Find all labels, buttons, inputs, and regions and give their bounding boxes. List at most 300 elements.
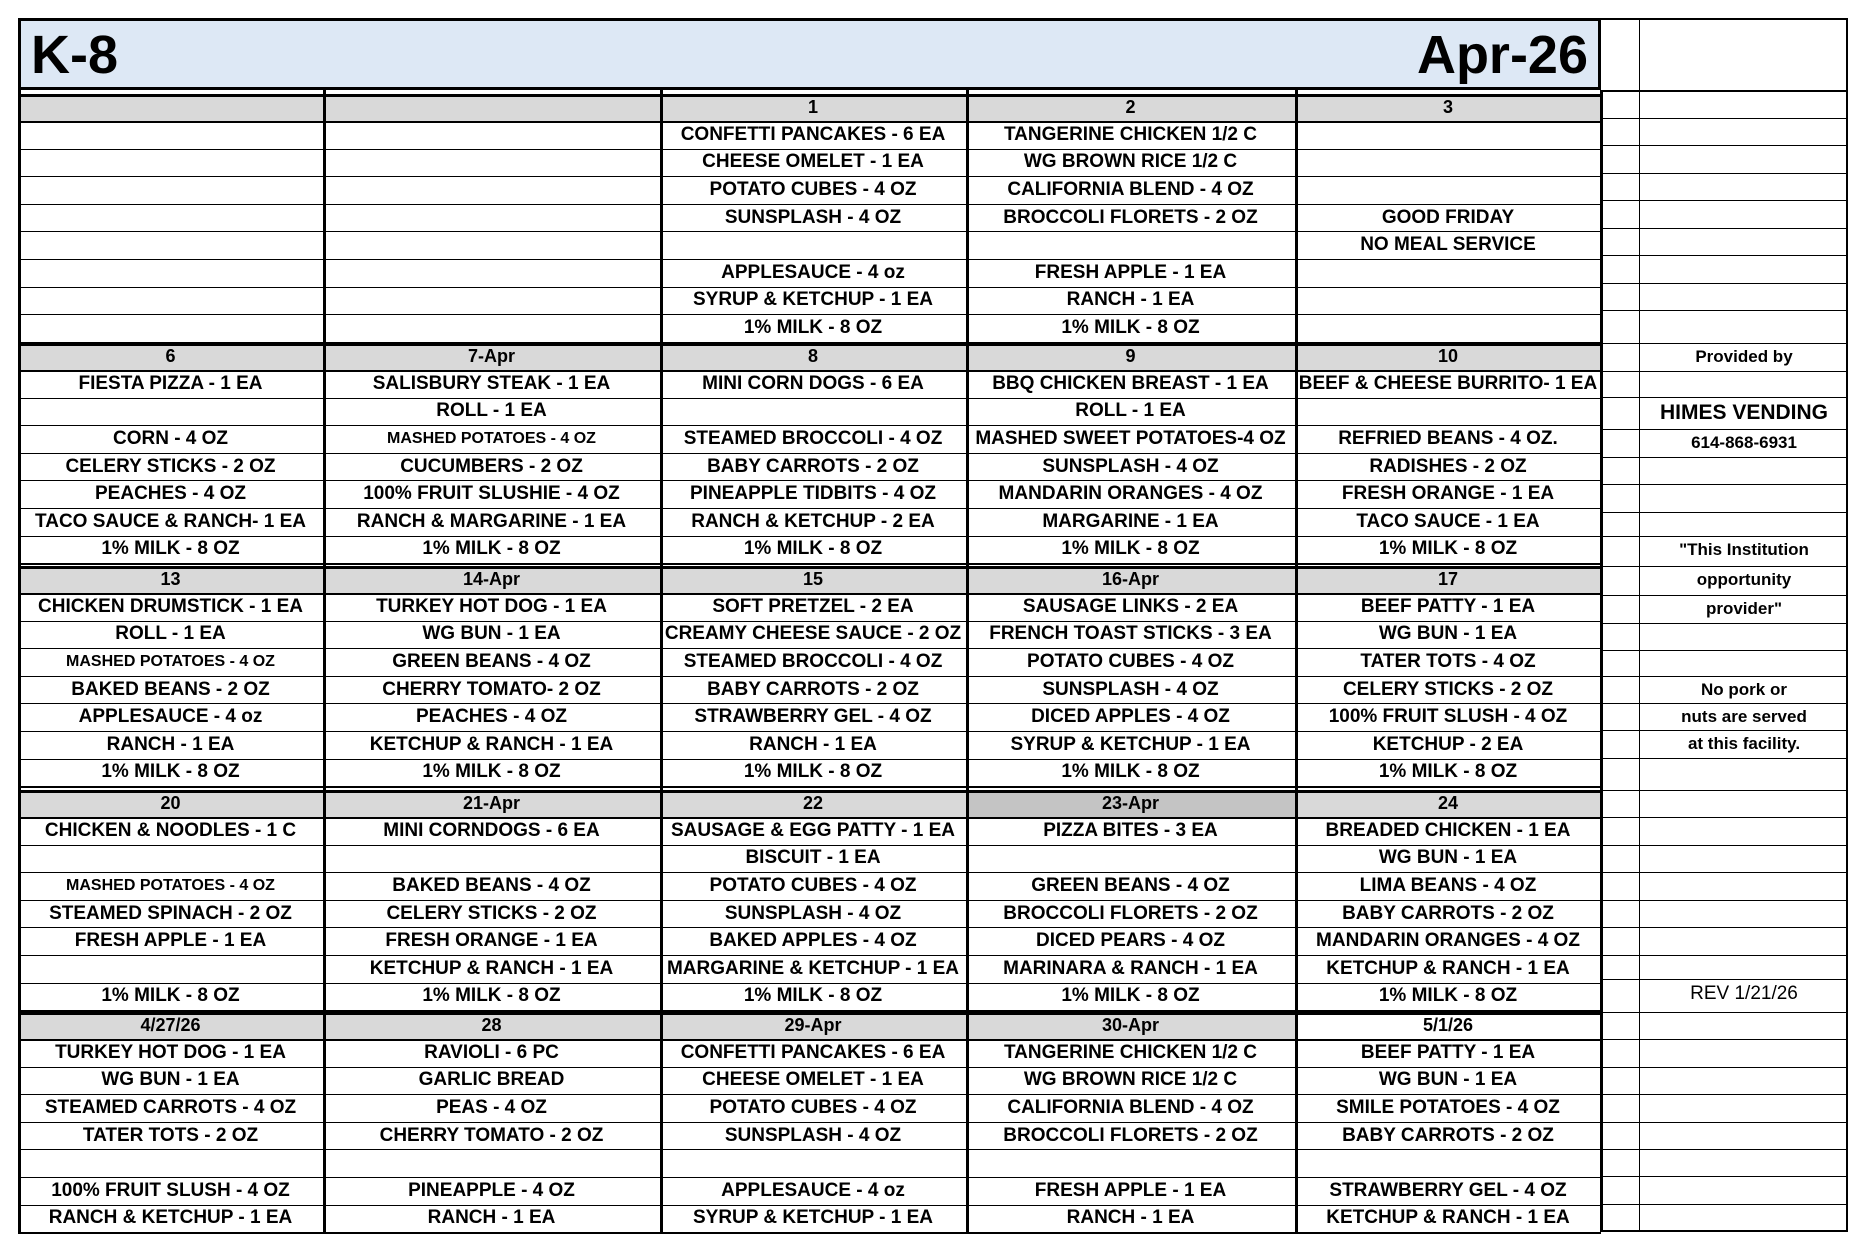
menu-item: RANCH - 1 EA <box>427 1207 556 1229</box>
menu-item: STRAWBERRY GEL - 4 OZ <box>1329 1179 1567 1201</box>
menu-item: ROLL - 1 EA <box>436 400 547 422</box>
column-rule <box>1600 90 1603 1232</box>
menu-item: RANCH - 1 EA <box>1066 1207 1195 1229</box>
menu-item: BROCCOLI FLORETS - 2 OZ <box>1003 1124 1258 1146</box>
menu-item: MINI CORNDOGS - 6 EA <box>383 819 600 841</box>
menu-item: SUNSPLASH - 4 OZ <box>1042 678 1219 700</box>
menu-item: DICED APPLES - 4 OZ <box>1031 706 1230 728</box>
row-rule <box>18 536 1601 537</box>
menu-item: KETCHUP & RANCH - 1 EA <box>369 957 614 979</box>
day-header: 4/27/26 <box>18 1012 323 1039</box>
menu-item: RANCH & KETCHUP - 1 EA <box>48 1207 293 1229</box>
sidebar-rule <box>1601 173 1848 174</box>
menu-item: MARINARA & RANCH - 1 EA <box>1003 957 1258 979</box>
menu-item: SAUSAGE LINKS - 2 EA <box>1022 595 1239 617</box>
day-header: 8 <box>660 343 966 370</box>
menu-item <box>1295 121 1601 149</box>
menu-item: POTATO CUBES - 4 OZ <box>1027 650 1234 672</box>
policy-line: No pork or <box>1701 680 1787 699</box>
sidebar-rule <box>1601 18 1848 20</box>
menu-item: CONFETTI PANCAKES - 6 EA <box>680 1041 946 1063</box>
sidebar-rule <box>1601 118 1848 119</box>
row-rule <box>18 1177 1601 1178</box>
menu-item: BABY CARROTS - 2 OZ <box>707 678 919 700</box>
column-rule <box>1295 90 1298 1232</box>
menu-item: 1% MILK - 8 OZ <box>1378 761 1518 783</box>
menu-item: SYRUP & KETCHUP - 1 EA <box>1010 733 1251 755</box>
menu-item: CUCUMBERS - 2 OZ <box>400 455 583 477</box>
menu-item: PEAS - 4 OZ <box>436 1096 547 1118</box>
sidebar-rule <box>1601 900 1848 901</box>
day-header: 23-Apr <box>966 790 1295 817</box>
menu-item: FRENCH TOAST STICKS - 3 EA <box>989 623 1272 645</box>
row-rule <box>18 983 1601 984</box>
day-header <box>323 94 660 121</box>
sidebar-rule <box>1601 595 1848 596</box>
sidebar-rule <box>1601 90 1848 92</box>
day-header: 5/1/26 <box>1295 1012 1601 1039</box>
menu-item: CHERRY TOMATO - 2 OZ <box>379 1124 604 1146</box>
menu-item <box>660 231 966 259</box>
notice-line: opportunity <box>1696 570 1792 589</box>
sidebar-rule <box>1601 676 1848 677</box>
menu-item <box>18 149 323 177</box>
menu-item <box>18 1149 323 1177</box>
menu-item: WG BROWN RICE 1/2 C <box>1023 151 1238 173</box>
menu-item: PIZZA BITES - 3 EA <box>1043 819 1218 841</box>
menu-item: GREEN BEANS - 4 OZ <box>1031 874 1230 896</box>
menu-item: CHERRY TOMATO- 2 OZ <box>382 678 601 700</box>
sidebar-rule <box>1601 566 1848 567</box>
sidebar-rule <box>1601 845 1848 846</box>
row-rule <box>18 259 1601 260</box>
sidebar-rule <box>1601 429 1848 430</box>
row-rule <box>18 314 1601 315</box>
day-header: 13 <box>18 566 323 593</box>
menu-item <box>18 176 323 204</box>
menu-item: FRESH APPLE - 1 EA <box>74 930 267 952</box>
menu-item: DICED PEARS - 4 OZ <box>1036 930 1225 952</box>
day-header: 17 <box>1295 566 1601 593</box>
menu-item: TURKEY HOT DOG - 1 EA <box>376 595 607 617</box>
row-rule <box>18 927 1601 928</box>
menu-item: CELERY STICKS - 2 OZ <box>386 902 597 924</box>
menu-item <box>1295 1149 1601 1177</box>
week-bottom-rule <box>18 1232 1601 1234</box>
menu-item: MASHED SWEET POTATOES-4 OZ <box>975 427 1286 449</box>
menu-item: SOFT PRETZEL - 2 EA <box>712 595 914 617</box>
menu-item: APPLESAUCE - 4 oz <box>721 1179 905 1201</box>
menu-item: BROCCOLI FLORETS - 2 OZ <box>1003 902 1258 924</box>
menu-item: PEACHES - 4 OZ <box>416 706 567 728</box>
menu-item: TANGERINE CHICKEN 1/2 C <box>1003 123 1257 145</box>
menu-item: SMILE POTATOES - 4 OZ <box>1336 1096 1560 1118</box>
day-header: 24 <box>1295 790 1601 817</box>
row-rule <box>18 1094 1601 1095</box>
menu-item <box>966 231 1295 259</box>
sidebar-rule <box>1601 1149 1848 1150</box>
row-rule <box>18 149 1601 150</box>
row-rule <box>18 759 1601 760</box>
menu-item: NO MEAL SERVICE <box>1360 234 1536 256</box>
row-rule <box>18 676 1601 677</box>
menu-item: CHICKEN DRUMSTICK - 1 EA <box>38 595 303 617</box>
menu-item <box>1295 176 1601 204</box>
header-bottom-rule <box>18 593 1601 595</box>
menu-item: SUNSPLASH - 4 OZ <box>1042 455 1219 477</box>
menu-item: 100% FRUIT SLUSH - 4 OZ <box>1328 706 1568 728</box>
menu-item: BROCCOLI FLORETS - 2 OZ <box>1003 206 1258 228</box>
menu-item: POTATO CUBES - 4 OZ <box>709 874 917 896</box>
row-rule <box>18 1122 1601 1123</box>
menu-item: RAVIOLI - 6 PC <box>424 1041 559 1063</box>
menu-item: TATER TOTS - 4 OZ <box>1360 650 1536 672</box>
menu-item: STEAMED BROCCOLI - 4 OZ <box>683 427 943 449</box>
menu-item <box>18 845 323 873</box>
menu-item: KETCHUP & RANCH - 1 EA <box>369 733 614 755</box>
menu-item: KETCHUP & RANCH - 1 EA <box>1326 1207 1570 1229</box>
day-header: 15 <box>660 566 966 593</box>
menu-item <box>323 231 660 259</box>
menu-item: BEEF PATTY - 1 EA <box>1360 595 1536 617</box>
menu-item: BABY CARROTS - 2 OZ <box>1342 1124 1554 1146</box>
row-rule <box>18 1205 1601 1206</box>
day-header: 7-Apr <box>323 343 660 370</box>
day-header: 16-Apr <box>966 566 1295 593</box>
menu-item: ROLL - 1 EA <box>1075 400 1186 422</box>
row-rule <box>18 398 1601 399</box>
menu-item: 1% MILK - 8 OZ <box>422 985 561 1007</box>
header-bottom-rule <box>18 121 1601 123</box>
menu-item <box>323 204 660 232</box>
week-top-rule <box>18 94 1601 97</box>
menu-item: MARGARINE - 1 EA <box>1042 510 1219 532</box>
sidebar-rule <box>1601 255 1848 256</box>
month-title: Apr-26 <box>1416 25 1588 85</box>
menu-item: BAKED BEANS - 2 OZ <box>71 678 270 700</box>
sidebar-rule <box>1601 512 1848 513</box>
row-rule <box>18 453 1601 454</box>
menu-item: BABY CARROTS - 2 OZ <box>707 455 919 477</box>
menu-item: MASHED POTATOES - 4 OZ <box>66 876 275 894</box>
menu-item: MASHED POTATOES - 4 OZ <box>66 652 275 670</box>
sidebar-rule <box>1601 758 1848 759</box>
menu-item: FIESTA PIZZA - 1 EA <box>78 372 263 394</box>
sidebar-rule <box>1601 457 1848 458</box>
menu-item: GREEN BEANS - 4 OZ <box>392 650 591 672</box>
menu-item: 100% FRUIT SLUSHIE - 4 OZ <box>363 483 620 505</box>
menu-item: CHEESE OMELET - 1 EA <box>702 1069 924 1091</box>
menu-item: FRESH ORANGE - 1 EA <box>385 930 598 952</box>
menu-item <box>323 1149 660 1177</box>
provided-by-label: Provided by <box>1695 347 1793 366</box>
sidebar-rule <box>1601 283 1848 284</box>
menu-item: SUNSPLASH - 4 OZ <box>724 1124 902 1146</box>
menu-item <box>18 204 323 232</box>
row-rule <box>18 1067 1601 1068</box>
menu-item: 1% MILK - 8 OZ <box>743 538 883 560</box>
menu-item: 1% MILK - 8 OZ <box>1378 538 1518 560</box>
sidebar-rule <box>1601 1122 1848 1123</box>
menu-item <box>1295 259 1601 287</box>
sidebar-rule <box>1601 310 1848 311</box>
week-top-rule <box>18 1012 1601 1015</box>
sidebar-rule <box>1601 650 1848 651</box>
row-rule <box>18 176 1601 177</box>
menu-item: KETCHUP - 2 EA <box>1372 733 1524 755</box>
menu-item: APPLESAUCE - 4 oz <box>721 261 905 283</box>
grade-title: K-8 <box>31 25 119 85</box>
row-rule <box>18 621 1601 622</box>
row-rule <box>18 480 1601 481</box>
week-bottom-rule <box>18 563 1601 565</box>
row-rule <box>18 900 1601 901</box>
menu-item <box>18 314 323 342</box>
day-header: 2 <box>966 94 1295 121</box>
menu-item: 1% MILK - 8 OZ <box>743 761 883 783</box>
menu-item: CONFETTI PANCAKES - 6 EA <box>680 123 946 145</box>
menu-item: TATER TOTS - 2 OZ <box>82 1124 259 1146</box>
menu-item: FRESH APPLE - 1 EA <box>1034 1179 1227 1201</box>
menu-item: MINI CORN DOGS - 6 EA <box>702 372 924 394</box>
notice-line: provider" <box>1705 599 1783 618</box>
day-header: 21-Apr <box>323 790 660 817</box>
row-rule <box>18 955 1601 956</box>
sidebar-rule <box>1601 872 1848 873</box>
sidebar-rule <box>1601 484 1848 485</box>
menu-item: POTATO CUBES - 4 OZ <box>709 178 917 200</box>
sidebar-rule <box>1601 927 1848 928</box>
menu-item: GARLIC BREAD <box>418 1069 565 1091</box>
menu-item <box>1295 149 1601 177</box>
menu-item: 1% MILK - 8 OZ <box>743 985 883 1007</box>
menu-item: 1% MILK - 8 OZ <box>101 761 240 783</box>
menu-item: CORN - 4 OZ <box>112 427 229 449</box>
menu-item: APPLESAUCE - 4 oz <box>78 706 263 728</box>
menu-item: 1% MILK - 8 OZ <box>422 538 561 560</box>
menu-item <box>660 1149 966 1177</box>
notice-line: "This Institution <box>1679 540 1809 559</box>
menu-item: KETCHUP & RANCH - 1 EA <box>1326 957 1570 979</box>
day-header: 6 <box>18 343 323 370</box>
menu-item: BREADED CHICKEN - 1 EA <box>1325 819 1571 841</box>
title-bar <box>18 18 1601 90</box>
menu-item: CALIFORNIA BLEND - 4 OZ <box>1007 1096 1254 1118</box>
menu-item: REFRIED BEANS - 4 OZ. <box>1338 427 1558 449</box>
menu-item: 1% MILK - 8 OZ <box>1061 761 1200 783</box>
menu-item: PINEAPPLE - 4 OZ <box>408 1179 575 1201</box>
day-header: 29-Apr <box>660 1012 966 1039</box>
menu-item <box>660 398 966 426</box>
menu-item: BEEF PATTY - 1 EA <box>1360 1041 1536 1063</box>
menu-item <box>18 955 323 983</box>
sidebar-rule <box>1601 536 1848 537</box>
day-header: 28 <box>323 1012 660 1039</box>
menu-item: MARGARINE & KETCHUP - 1 EA <box>666 957 960 979</box>
sidebar-rule <box>1601 730 1848 731</box>
menu-item: SUNSPLASH - 4 OZ <box>724 902 902 924</box>
menu-item <box>1295 287 1601 315</box>
week-top-rule <box>18 790 1601 793</box>
row-rule <box>18 845 1601 846</box>
menu-item: 1% MILK - 8 OZ <box>101 538 240 560</box>
menu-item <box>18 259 323 287</box>
menu-item: 1% MILK - 8 OZ <box>1061 316 1200 338</box>
sidebar-rule <box>1601 228 1848 229</box>
menu-item <box>966 1149 1295 1177</box>
sidebar-rule <box>1601 343 1848 344</box>
menu-item: 1% MILK - 8 OZ <box>422 761 561 783</box>
column-rule <box>323 90 326 1232</box>
menu-item: 1% MILK - 8 OZ <box>1378 985 1518 1007</box>
column-rule <box>18 90 21 1232</box>
menu-item: 1% MILK - 8 OZ <box>1061 985 1200 1007</box>
sidebar-rule <box>1601 1230 1848 1232</box>
menu-item: MANDARIN ORANGES - 4 OZ <box>998 483 1263 505</box>
row-rule <box>18 287 1601 288</box>
menu-item: BABY CARROTS - 2 OZ <box>1342 902 1554 924</box>
menu-item: WG BUN - 1 EA <box>1378 847 1518 869</box>
menu-item <box>323 149 660 177</box>
menu-item: 1% MILK - 8 OZ <box>101 985 240 1007</box>
row-rule <box>18 731 1601 732</box>
menu-item: POTATO CUBES - 4 OZ <box>709 1096 917 1118</box>
menu-item: 1% MILK - 8 OZ <box>743 316 883 338</box>
row-rule <box>18 872 1601 873</box>
column-rule <box>966 90 969 1232</box>
sidebar-rule <box>1601 979 1848 980</box>
header-bottom-rule <box>18 817 1601 819</box>
day-header <box>18 94 323 121</box>
menu-item: STEAMED SPINACH - 2 OZ <box>49 902 292 924</box>
row-rule <box>18 648 1601 649</box>
menu-item: SYRUP & KETCHUP - 1 EA <box>692 1207 933 1229</box>
policy-line: nuts are served <box>1681 707 1807 726</box>
week-bottom-rule <box>18 786 1601 788</box>
menu-item: BBQ CHICKEN BREAST - 1 EA <box>992 372 1269 394</box>
menu-item: WG BUN - 1 EA <box>1378 1069 1518 1091</box>
menu-item <box>18 231 323 259</box>
menu-item: BAKED BEANS - 4 OZ <box>392 874 591 896</box>
day-header: 10 <box>1295 343 1601 370</box>
menu-item: CREAMY CHEESE SAUCE - 2 OZ <box>664 623 962 645</box>
sidebar-rule <box>1601 371 1848 372</box>
sidebar-rule <box>1601 623 1848 624</box>
sidebar-rule <box>1601 955 1848 956</box>
menu-item: TACO SAUCE - 1 EA <box>1356 510 1540 532</box>
menu-item: STEAMED BROCCOLI - 4 OZ <box>683 650 943 672</box>
row-rule <box>18 231 1601 232</box>
menu-item: CALIFORNIA BLEND - 4 OZ <box>1007 178 1254 200</box>
day-header: 20 <box>18 790 323 817</box>
menu-item: FRESH APPLE - 1 EA <box>1034 261 1227 283</box>
menu-item <box>966 845 1295 873</box>
menu-item: SALISBURY STEAK - 1 EA <box>372 372 611 394</box>
week-top-rule <box>18 566 1601 569</box>
sidebar-rule <box>1601 1012 1848 1013</box>
menu-item: WG BUN - 1 EA <box>422 623 561 645</box>
menu-item: SUNSPLASH - 4 OZ <box>724 206 902 228</box>
policy-line: at this facility. <box>1687 734 1801 753</box>
menu-item <box>323 845 660 873</box>
menu-item: STRAWBERRY GEL - 4 OZ <box>694 706 932 728</box>
menu-item: BAKED APPLES - 4 OZ <box>709 930 917 952</box>
menu-item: 1% MILK - 8 OZ <box>1061 538 1200 560</box>
sidebar-rule <box>1601 1094 1848 1095</box>
menu-item <box>18 398 323 426</box>
menu-item: CHICKEN & NOODLES - 1 C <box>44 819 297 841</box>
day-header: 3 <box>1295 94 1601 121</box>
menu-item <box>18 121 323 149</box>
menu-item: TURKEY HOT DOG - 1 EA <box>55 1041 286 1063</box>
day-header: 14-Apr <box>323 566 660 593</box>
menu-item: SYRUP & KETCHUP - 1 EA <box>692 289 933 311</box>
week-top-rule <box>18 343 1601 346</box>
menu-item <box>323 121 660 149</box>
menu-item: BISCUIT - 1 EA <box>745 847 881 869</box>
menu-item: WG BUN - 1 EA <box>101 1069 240 1091</box>
day-header: 1 <box>660 94 966 121</box>
menu-item: RANCH & MARGARINE - 1 EA <box>356 510 627 532</box>
menu-item: STEAMED CARROTS - 4 OZ <box>44 1096 297 1118</box>
menu-item <box>323 287 660 315</box>
menu-item: GOOD FRIDAY <box>1381 206 1515 228</box>
revision-note: REV 1/21/26 <box>1690 983 1798 1004</box>
header-bottom-rule <box>18 1039 1601 1041</box>
sidebar-rule <box>1601 1039 1848 1040</box>
column-rule <box>660 90 663 1232</box>
sidebar-rule <box>1601 145 1848 146</box>
row-rule <box>18 425 1601 426</box>
menu-item: PEACHES - 4 OZ <box>95 483 246 505</box>
menu-item <box>323 259 660 287</box>
menu-item: SAUSAGE & EGG PATTY - 1 EA <box>671 819 955 841</box>
menu-item <box>323 314 660 342</box>
menu-item: MASHED POTATOES - 4 OZ <box>387 429 596 447</box>
sidebar-rule <box>1601 703 1848 704</box>
menu-item: WG BROWN RICE 1/2 C <box>1023 1069 1238 1091</box>
menu-item: RANCH - 1 EA <box>106 733 235 755</box>
menu-item <box>18 287 323 315</box>
menu-item <box>323 176 660 204</box>
menu-item: CELERY STICKS - 2 OZ <box>1342 678 1554 700</box>
menu-item: CHEESE OMELET - 1 EA <box>702 151 924 173</box>
menu-item: TACO SAUCE & RANCH- 1 EA <box>35 510 306 532</box>
sidebar-rule <box>1601 200 1848 201</box>
day-header: 9 <box>966 343 1295 370</box>
day-header: 22 <box>660 790 966 817</box>
menu-item: 100% FRUIT SLUSH - 4 OZ <box>51 1179 290 1201</box>
row-rule <box>18 204 1601 205</box>
menu-item: FRESH ORANGE - 1 EA <box>1341 483 1555 505</box>
row-rule <box>18 1149 1601 1150</box>
menu-item: PINEAPPLE TIDBITS - 4 OZ <box>690 483 936 505</box>
menu-item: RADISHES - 2 OZ <box>1369 455 1527 477</box>
menu-item: CELERY STICKS - 2 OZ <box>65 455 276 477</box>
menu-item: ROLL - 1 EA <box>115 623 226 645</box>
menu-item: MANDARIN ORANGES - 4 OZ <box>1316 930 1580 952</box>
vendor-name: HIMES VENDING <box>1659 401 1829 424</box>
sidebar-rule <box>1601 1067 1848 1068</box>
day-header: 30-Apr <box>966 1012 1295 1039</box>
menu-item <box>1295 314 1601 342</box>
menu-item: RANCH & KETCHUP - 2 EA <box>691 510 935 532</box>
menu-item <box>1295 398 1601 426</box>
sidebar-rule <box>1601 817 1848 818</box>
sidebar-rule <box>1601 790 1848 791</box>
sidebar-rule <box>1601 1176 1848 1177</box>
vendor-phone: 614-868-6931 <box>1691 433 1797 452</box>
